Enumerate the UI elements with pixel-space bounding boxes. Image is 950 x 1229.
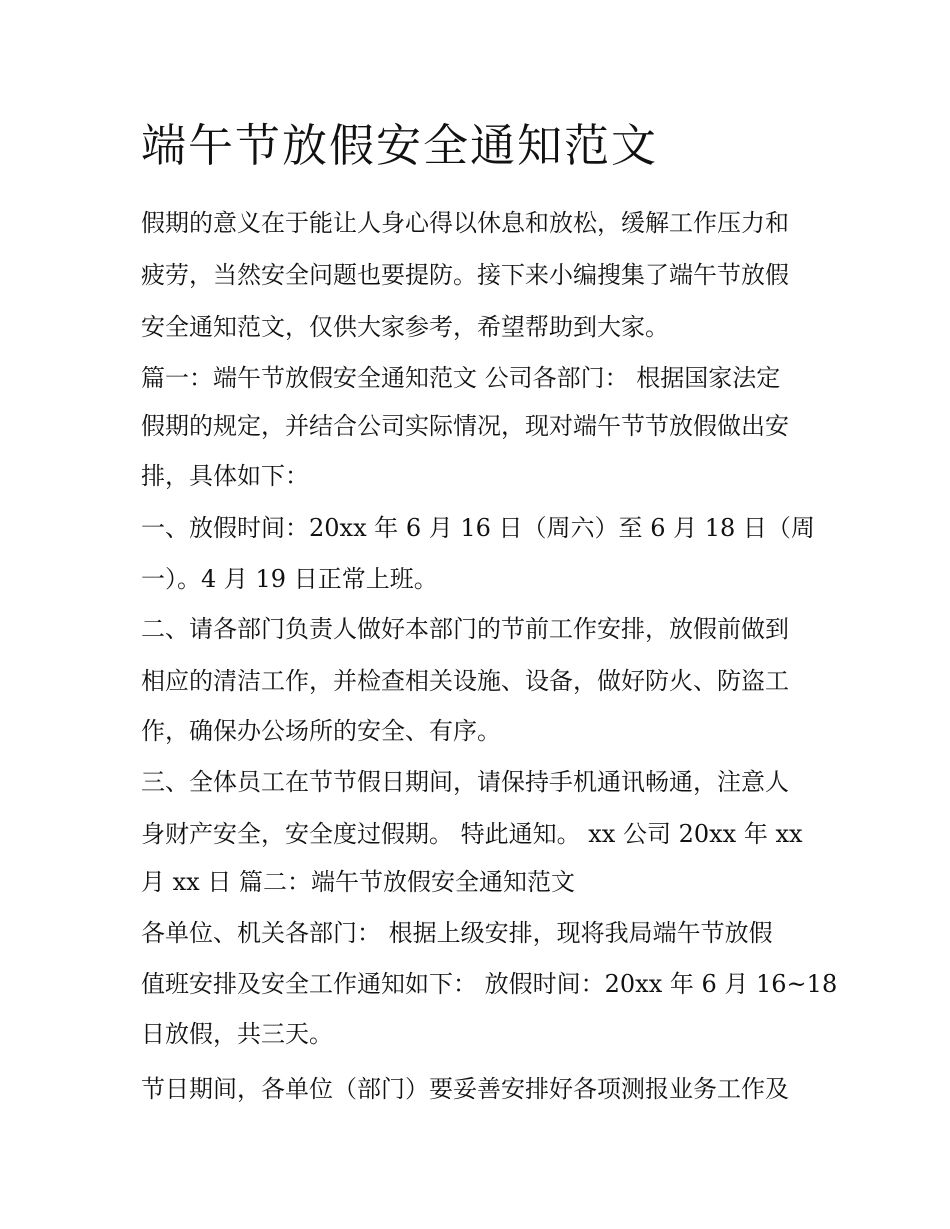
body-line: 假期的意义在于能让人身心得以休息和放松，缓解工作压力和	[141, 209, 789, 237]
body-line: 安全通知范文，仅供大家参考，希望帮助到大家。	[141, 313, 669, 341]
body-line: 一）。4 月 19 日正常上班。	[141, 565, 438, 593]
document-title: 端午节放假安全通知范文	[141, 119, 659, 172]
body-line: 排，具体如下：	[141, 462, 309, 490]
body-line: 各单位、机关各部门： 根据上级安排，现将我局端午节放假	[141, 919, 773, 947]
body-line: 假期的规定，并结合公司实际情况，现对端午节节放假做出安	[141, 412, 789, 440]
body-line: 三、全体员工在节节假日期间，请保持手机通讯畅通，注意人	[141, 768, 789, 796]
body-line: 篇一：端午节放假安全通知范文 公司各部门： 根据国家法定	[141, 364, 781, 392]
body-line: 疲劳，当然安全问题也要提防。接下来小编搜集了端午节放假	[141, 261, 789, 289]
body-line: 日放假，共三天。	[141, 1020, 333, 1048]
body-line: 相应的清洁工作，并检查相关设施、设备，做好防火、防盗工	[141, 667, 789, 695]
body-line: 月 xx 日 篇二：端午节放假安全通知范文	[141, 868, 575, 896]
body-line: 作，确保办公场所的安全、有序。	[141, 717, 501, 745]
body-line: 节日期间，各单位（部门）要妥善安排好各项测报业务工作及	[141, 1075, 789, 1103]
body-line: 值班安排及安全工作通知如下： 放假时间：20xx 年 6 月 16~18	[141, 970, 838, 998]
body-line: 身财产安全，安全度过假期。 特此通知。 xx 公司 20xx 年 xx	[141, 820, 803, 848]
body-line: 一、放假时间：20xx 年 6 月 16 日（周六）至 6 月 18 日（周	[141, 514, 815, 542]
body-line: 二、请各部门负责人做好本部门的节前工作安排，放假前做到	[141, 615, 789, 643]
